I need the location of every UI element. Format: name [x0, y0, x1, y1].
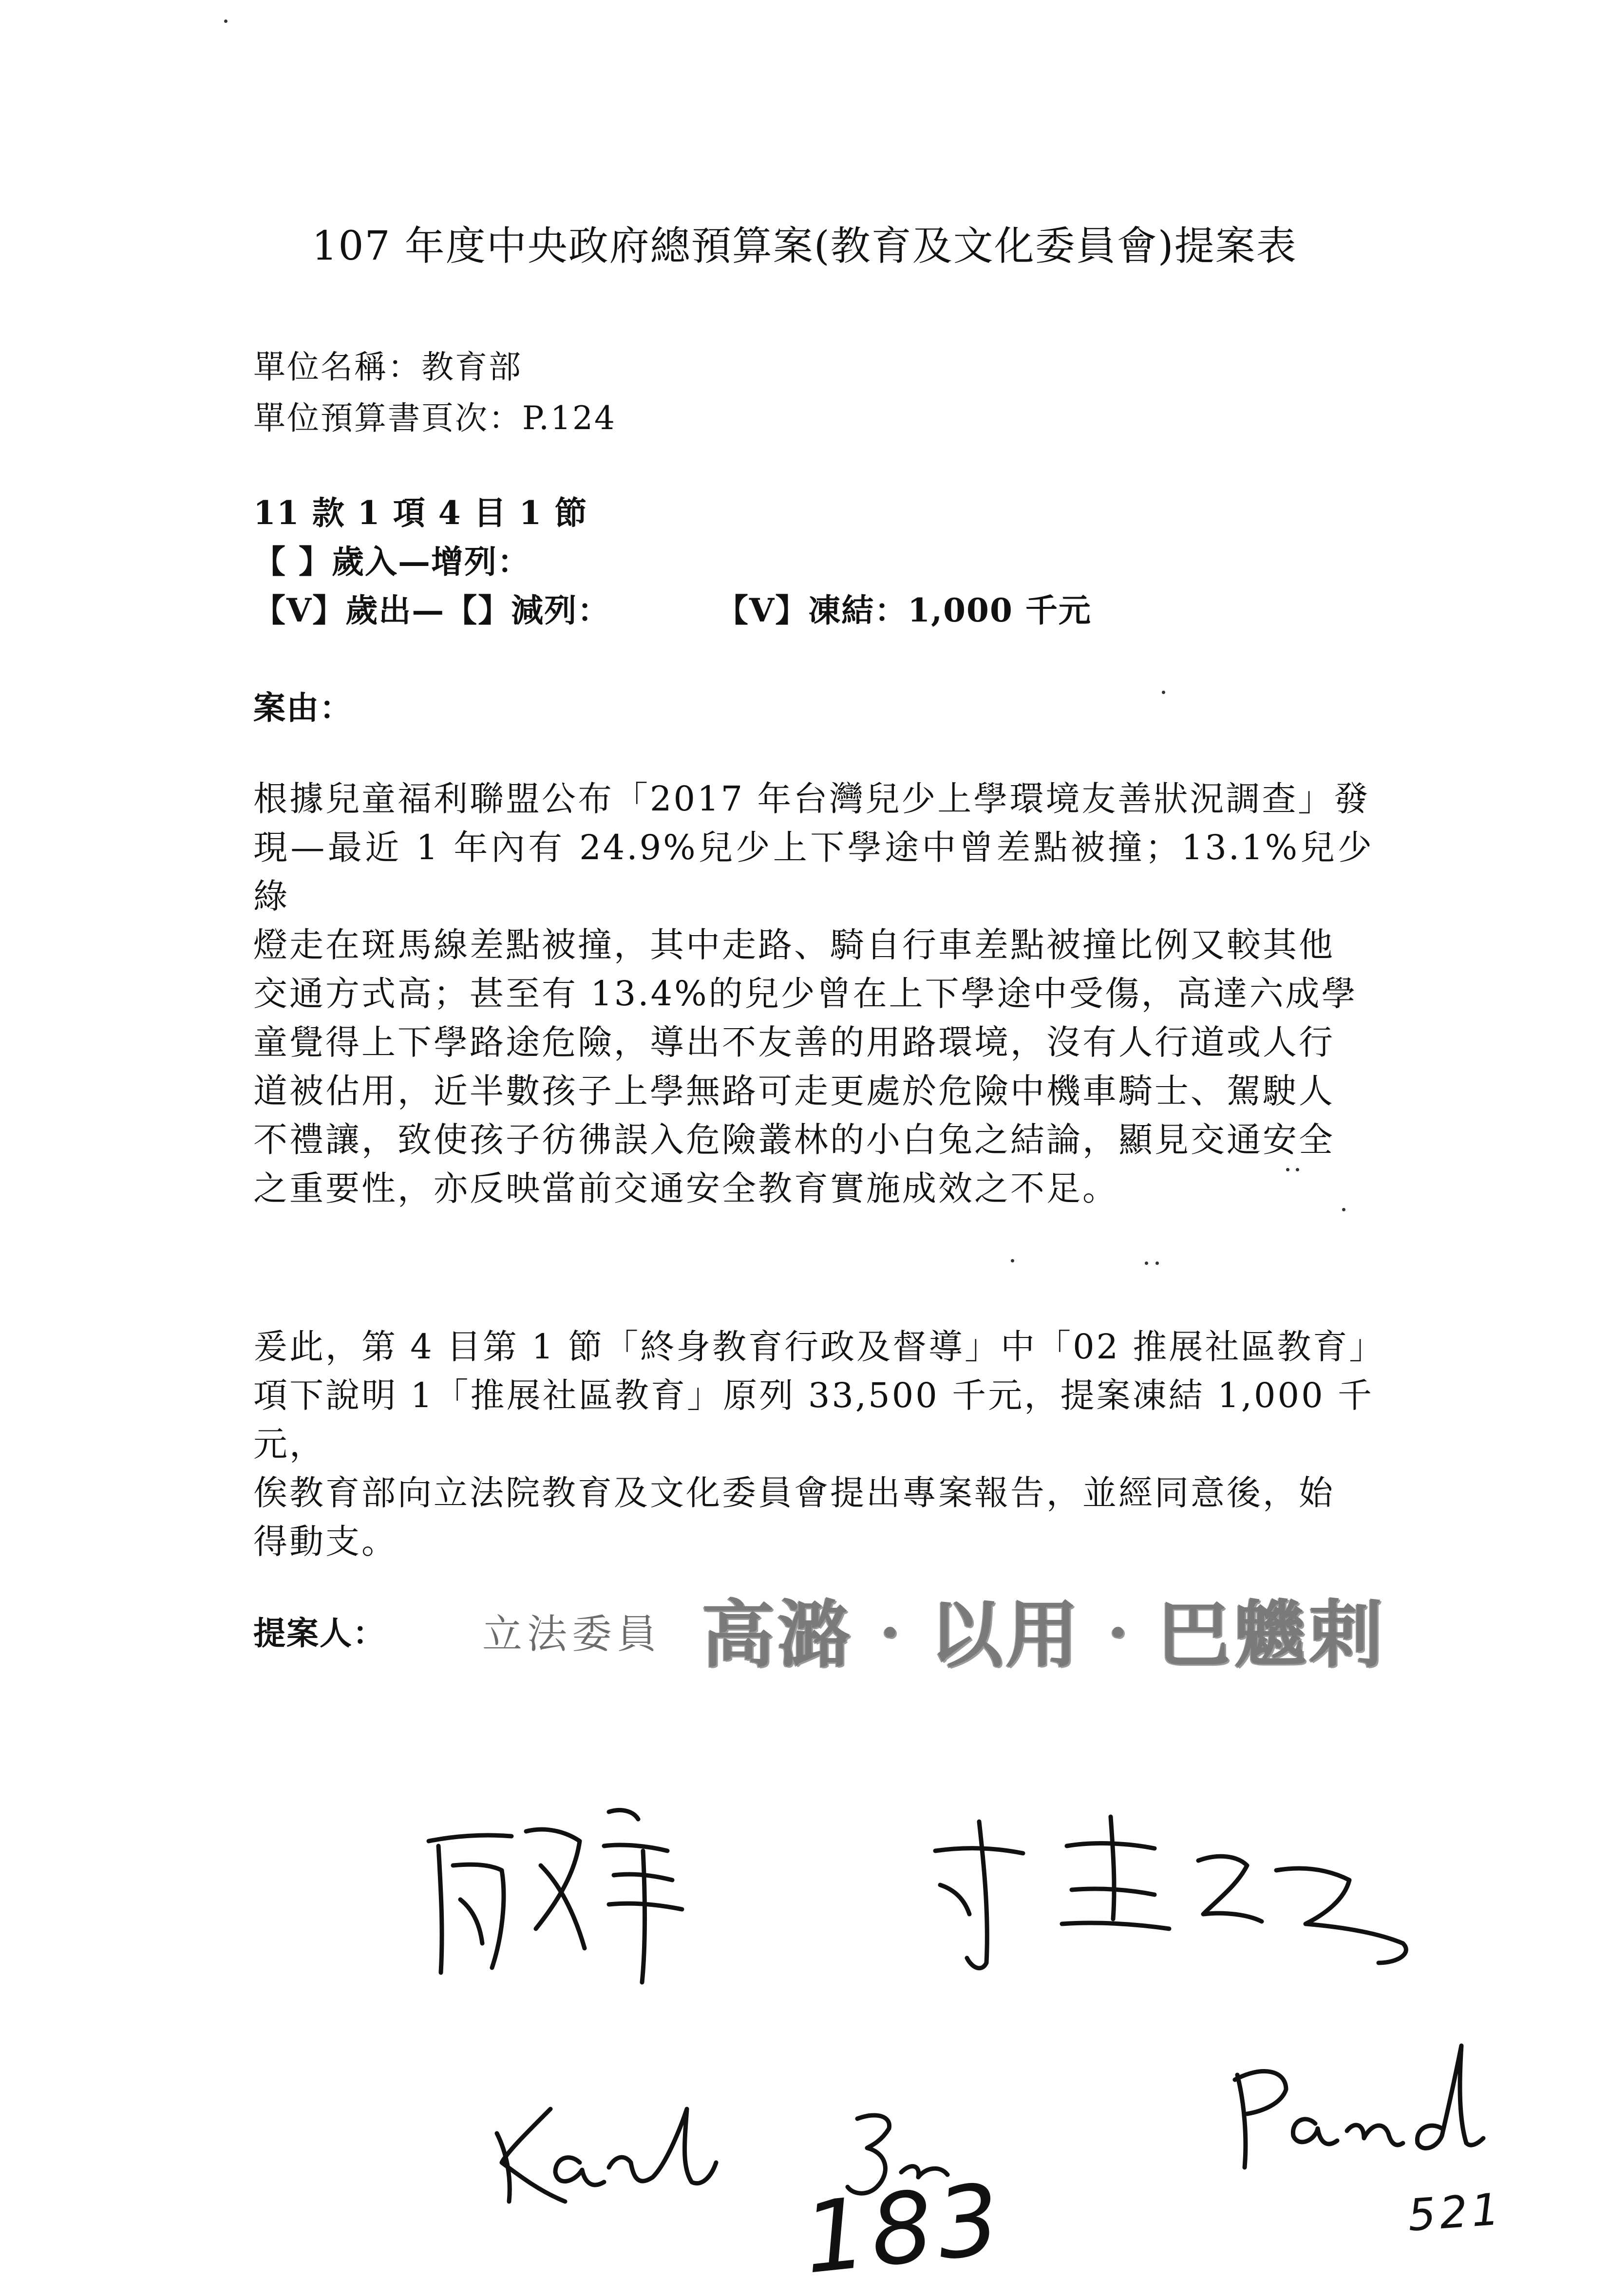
- unit-name: 單位名稱：教育部: [253, 348, 522, 386]
- reason-line: 不禮讓，致使孩子彷彿誤入危險叢林的小白兔之結論，顯見交通安全: [253, 1120, 1335, 1160]
- budget-section: 11 款 1 項 4 目 1 節: [253, 494, 588, 532]
- stamp-title: 立法委員: [482, 1611, 662, 1657]
- reason-line: 童覺得上下學路途危險，導出不友善的用路環境，沒有人行道或人行: [253, 1022, 1335, 1062]
- proposal-line: 爰此，第 4 目第 1 節「終身教育行政及督導」中「02 推展社區教育」: [253, 1327, 1385, 1367]
- budget-page: 單位預算書頁次：P.124: [253, 399, 616, 437]
- handwritten-number: 183: [798, 2162, 1010, 2296]
- signature-chinese-2: [935, 1817, 1406, 1968]
- stamp-names: 高潞‧以用‧巴魕剌: [701, 1592, 1386, 1677]
- reason-line: 現—最近 1 年內有 24.9%兒少上下學途中曾差點被撞；13.1%兒少綠: [253, 828, 1374, 916]
- signature-chinese-1: [429, 1810, 682, 1982]
- expense-line-freeze: 【V】凍結：1,000 千元: [716, 591, 1092, 629]
- page-title: 107 年度中央政府總預算案(教育及文化委員會)提案表: [312, 223, 1297, 269]
- reason-line: 燈走在斑馬線差點被撞，其中走路、騎自行車差點被撞比例又較其他: [253, 925, 1335, 965]
- reason-line: 道被佔用，近半數孩子上學無路可走更處於危險中機車騎士、駕駛人: [253, 1071, 1335, 1111]
- proposer-label: 提案人：: [253, 1614, 386, 1652]
- proposal-line: 得動支。: [253, 1522, 398, 1562]
- proposal-line: 俟教育部向立法院教育及文化委員會提出專案報告，並經同意後，始: [253, 1473, 1335, 1513]
- proposal-line: 項下說明 1「推展社區教育」原列 33,500 千元，提案凍結 1,000 千元，: [253, 1375, 1374, 1464]
- reason-line: 交通方式高；甚至有 13.4%的兒少曾在上下學途中受傷，高達六成學: [253, 974, 1358, 1014]
- revenue-line: 【 】歲入—增列：: [253, 543, 530, 581]
- reason-line: 根據兒童福利聯盟公布「2017 年台灣兒少上學環境友善狀況調查」發: [253, 779, 1370, 819]
- reason-line: 之重要性，亦反映當前交通安全教育實施成效之不足。: [253, 1168, 1118, 1208]
- expense-line-reduce: 【V】歲出—【】減列：: [253, 591, 611, 629]
- reason-heading: 案由：: [253, 689, 353, 727]
- page-number: 521: [1406, 2183, 1505, 2241]
